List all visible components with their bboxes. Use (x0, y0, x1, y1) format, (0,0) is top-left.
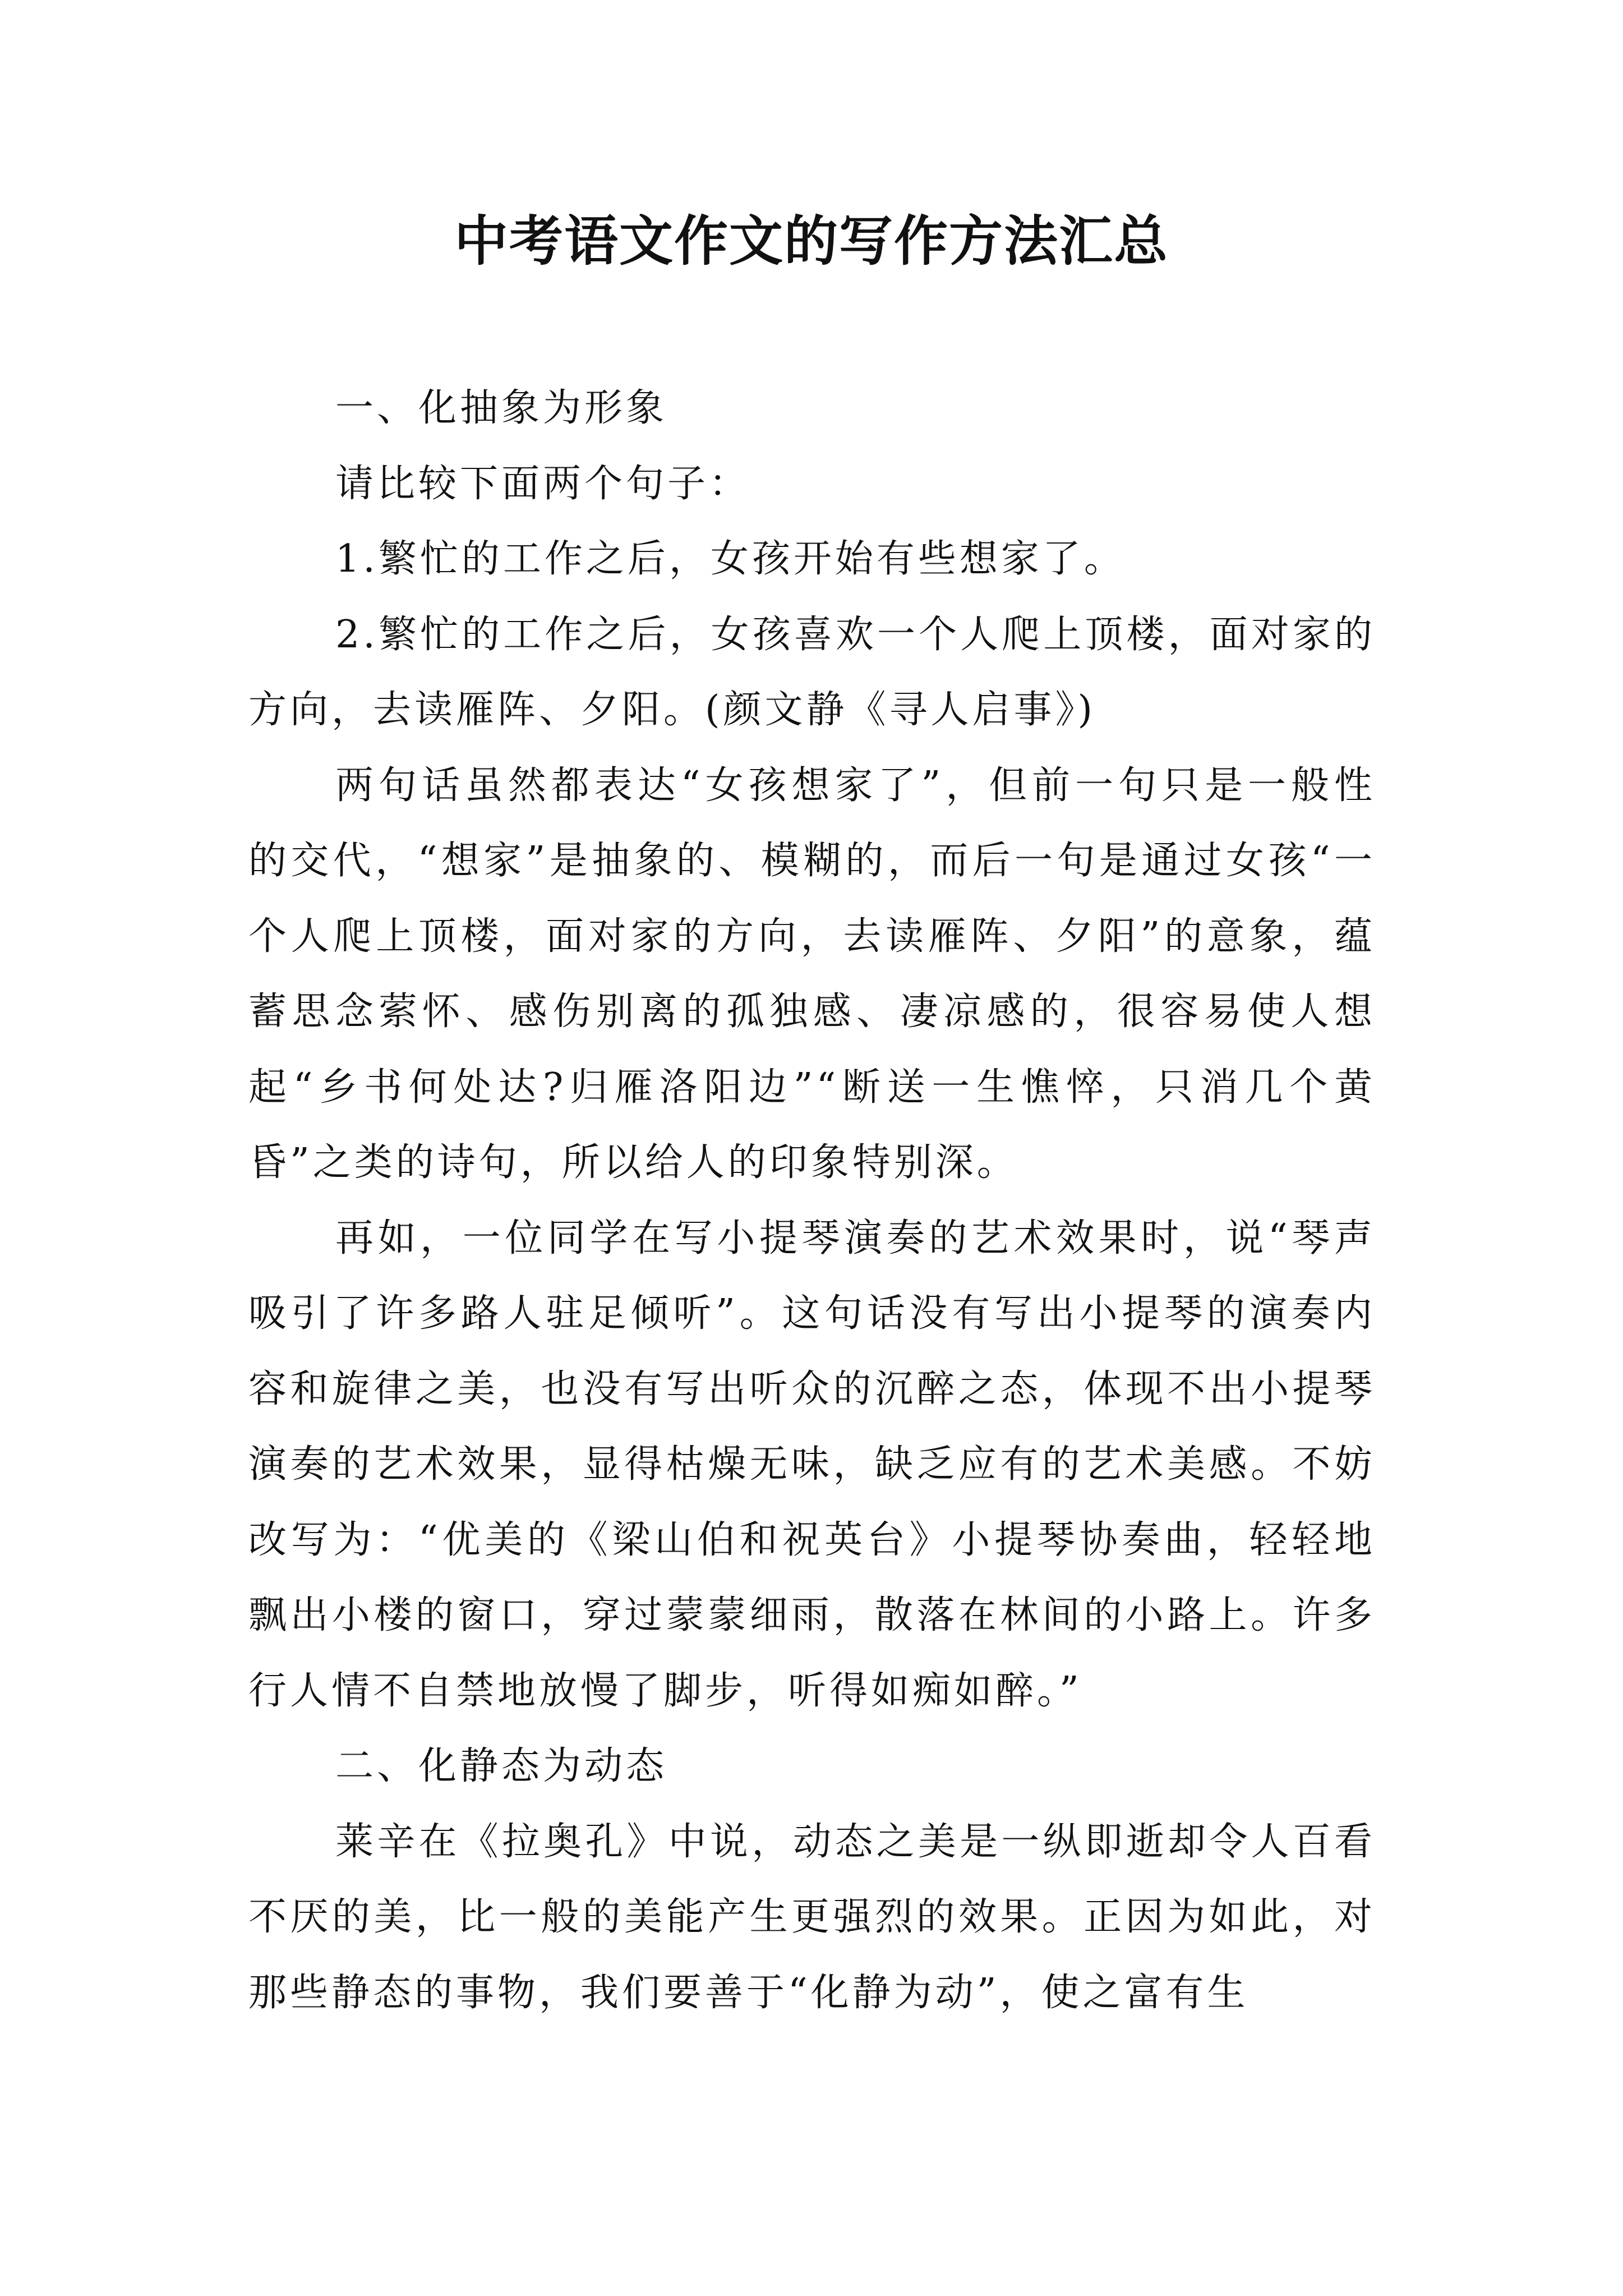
paragraph: 莱辛在《拉奥孔》中说，动态之美是一纵即逝却令人百看不厌的美，比一般的美能产生更强烈的效果。正因为如此，对那些静态的事物，我们要善于“化静为动”，使之富有生 (248, 1819, 1376, 2015)
paragraph: 1.繁忙的工作之后，女孩开始有些想家了。 (335, 537, 1126, 581)
paragraph: 再如，一位同学在写小提琴演奏的艺术效果时，说“琴声吸引了许多路人驻足倾听”。这句话没有写出小提琴的演奏内容和旋律之美，也没有写出听众的沉醉之态，体现不出小提琴演奏的艺术效果，显得枯燥无味，缺乏应有的艺术美感。不妨改写为：“优美的《梁山伯和祝英台》小提琴协奏曲，轻轻地飘出小楼的窗口，穿过蒙蒙细雨，散落在林间的小路上。许多行人情不自禁地放慢了脚步，听得如痴如醉。” (248, 1216, 1376, 1713)
section-heading-1: 一、化抽象为形象 (335, 386, 668, 430)
section-heading-2: 二、化静态为动态 (335, 1744, 668, 1788)
document-title: 中考语文作文的写作方法汇总 (454, 209, 1169, 273)
paragraph: 两句话虽然都表达“女孩想家了”，但前一句只是一般性的交代，“想家”是抽象的、模糊的，而后一句是通过女孩“一个人爬上顶楼，面对家的方向，去读雁阵、夕阳”的意象，蕴蓄思念萦怀、感伤别离的孤独感、凄凉感的，很容易使人想起“乡书何处达?归雁洛阳边”“断送一生憔悴，只消几个黄昏”之类的诗句，所以给人的印象特别深。 (248, 763, 1376, 1185)
paragraph: 2.繁忙的工作之后，女孩喜欢一个人爬上顶楼，面对家的方向，去读雁阵、夕阳。(颜文静《寻人启事》) (248, 612, 1376, 732)
paragraph: 请比较下面两个句子： (335, 461, 751, 506)
document-body (248, 371, 1376, 2031)
